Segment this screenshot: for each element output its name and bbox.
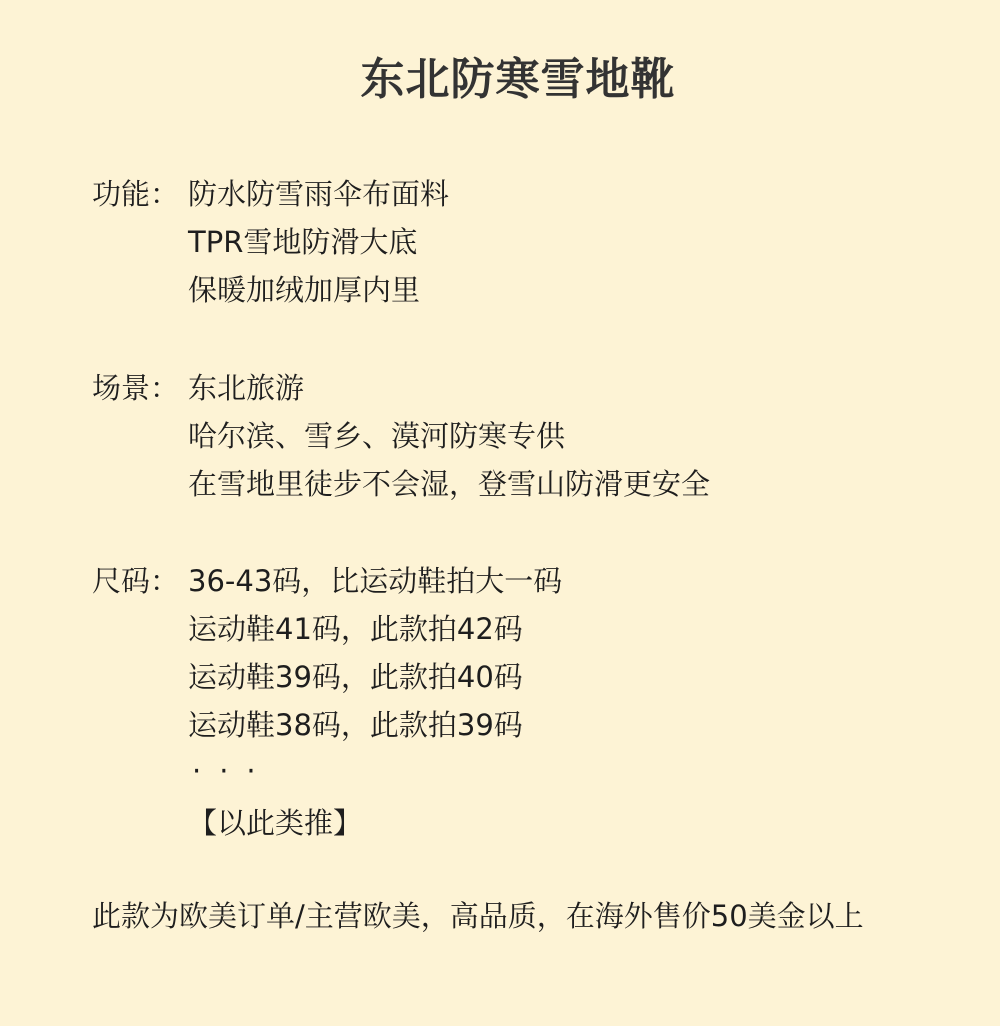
size-note: 【以此类推】 — [188, 805, 363, 840]
scene-line: 哈尔滨、雪乡、漠河防寒专供 — [188, 418, 566, 453]
size-row-3 — [92, 651, 562, 699]
scene-line: 在雪地里徒步不会湿，登雪山防滑更安全 — [188, 466, 711, 501]
page-title: 东北防寒雪地靴 — [360, 54, 676, 105]
function-section — [92, 168, 449, 312]
size-label: 尺码： — [92, 563, 180, 598]
footer-note: 此款为欧美订单/主营欧美，高品质，在海外售价50美金以上 — [92, 899, 864, 933]
scene-label: 场景： — [92, 370, 180, 405]
size-row-1 — [92, 555, 562, 603]
function-label: 功能： — [92, 176, 180, 211]
size-line: 运动鞋38码，此款拍39码 — [188, 707, 523, 742]
function-row-2 — [92, 216, 449, 264]
size-row-2 — [92, 603, 562, 651]
size-note-row — [92, 797, 562, 845]
scene-section — [92, 362, 710, 506]
scene-row-2 — [92, 410, 710, 458]
size-line: 36-43码，比运动鞋拍大一码 — [188, 563, 563, 598]
scene-row-1 — [92, 362, 710, 410]
function-line: 防水防雪雨伞布面料 — [188, 176, 450, 211]
size-line: 运动鞋41码，此款拍42码 — [188, 611, 523, 646]
function-row-3 — [92, 264, 449, 312]
size-section — [92, 555, 562, 845]
function-line: 保暖加绒加厚内里 — [188, 272, 421, 307]
scene-line: 东北旅游 — [188, 370, 305, 405]
function-row-1 — [92, 168, 449, 216]
scene-row-3 — [92, 458, 710, 506]
function-line: TPR雪地防滑大底 — [188, 224, 418, 259]
ellipsis: ··· — [192, 754, 274, 788]
size-line: 运动鞋39码，此款拍40码 — [188, 659, 523, 694]
size-row-4 — [92, 699, 562, 747]
